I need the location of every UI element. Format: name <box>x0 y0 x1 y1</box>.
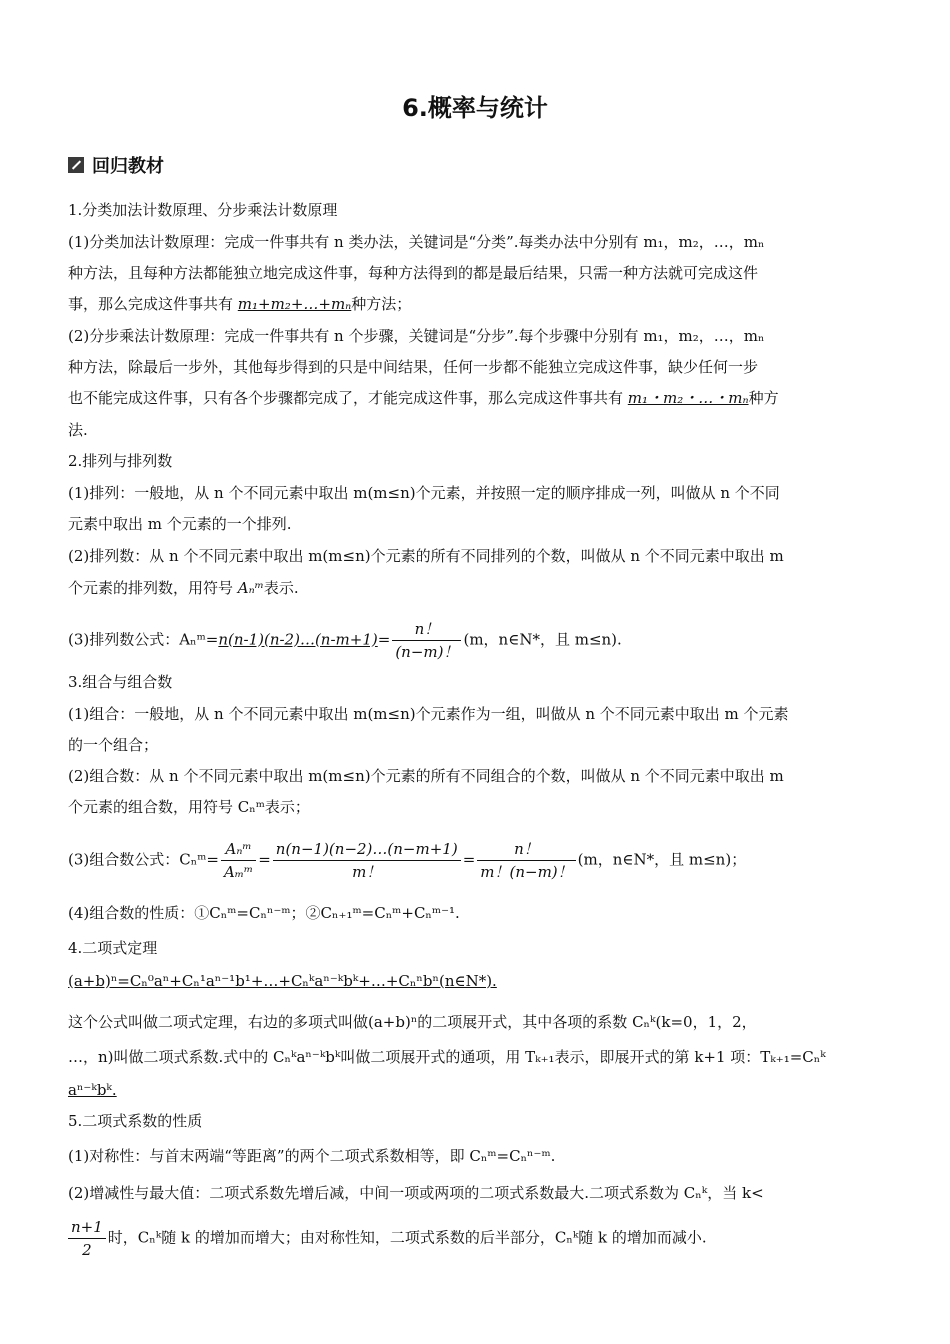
text-line: 这个公式叫做二项式定理，右边的多项式叫做(a+b)ⁿ的二项展开式，其中各项的系数 Cₙᵏ(k=0，1，2， <box>68 1013 757 1031</box>
answer-underline: m₁・m₂・…・mₙ <box>627 389 749 407</box>
fraction <box>477 838 575 883</box>
text-line: (a+b)ⁿ=Cₙ⁰aⁿ+Cₙ¹aⁿ⁻¹b¹+…+Cₙᵏaⁿ⁻ᵏbᵏ+…+Cₙⁿbⁿ(n∈N*). <box>68 972 497 990</box>
answer-underline: m₁+m₂+…+mₙ <box>237 295 352 313</box>
fraction-denominator: (n−m)！ <box>395 643 459 661</box>
text-line: 种方法，且每种方法都能独立地完成这件事，每种方法得到的都是最后结果，只需一种方法就可完成这件 <box>68 264 759 282</box>
text-line: (4)组合数的性质：①Cₙᵐ=Cₙⁿ⁻ᵐ；②Cₙ₊₁ᵐ=Cₙᵐ+Cₙᵐ⁻¹. <box>68 904 460 922</box>
text-line: 的一个组合； <box>68 736 159 754</box>
section-heading <box>68 152 164 178</box>
text-line: (2)组合数：从 n 个不同元素中取出 m(m≤n)个元素的所有不同组合的个数，叫做从 n 个不同元素中取出 m <box>68 767 784 785</box>
fraction-numerator: n+1 <box>68 1216 106 1239</box>
text-line: 个元素的组合数，用符号 Cₙᵐ表示； <box>68 798 310 816</box>
text-span: 种方法； <box>351 295 412 313</box>
text-line: 5.二项式系数的性质 <box>68 1112 203 1130</box>
fraction-denominator: m！ <box>352 863 382 881</box>
text-line <box>68 388 883 408</box>
text-line: (1)排列：一般地，从 n 个不同元素中取出 m(m≤n)个元素，并按照一定的顺序排成一列，叫做从 n 个不同 <box>68 484 780 502</box>
fraction <box>68 1216 106 1261</box>
text-line: 种方法，除最后一步外，其他每步得到的只是中间结果，任何一步都不能独立完成这件事，缺少任何一步 <box>68 358 759 376</box>
text-line <box>68 1216 883 1261</box>
text-line: 4.二项式定理 <box>68 939 158 957</box>
fraction-denominator: m！(n−m)！ <box>480 863 573 881</box>
fraction-numerator: n(n−1)(n−2)…(n−m+1) <box>273 838 461 861</box>
text-span: 时，Cₙᵏ随 k 的增加而增大；由对称性知，二项式系数的后半部分，Cₙᵏ随 k 的增加而减小. <box>107 1228 707 1247</box>
text-line: 2.排列与排列数 <box>68 452 173 470</box>
fraction <box>273 838 461 883</box>
text-line: (1)分类加法计数原理：完成一件事共有 n 类办法，关键词是“分类”.每类办法中分别有 m₁，m₂，…，mₙ <box>68 233 765 251</box>
text-line <box>68 578 883 598</box>
fraction <box>221 838 256 883</box>
text-line: (2)增减性与最大值：二项式系数先增后减，中间一项或两项的二项式系数最大.二项式系数为 Cₙᵏ，当 k< <box>68 1184 764 1202</box>
edit-icon <box>68 157 84 173</box>
text-line: (1)组合：一般地，从 n 个不同元素中取出 m(m≤n)个元素作为一组，叫做从 n 个不同元素中取出 m 个元素 <box>68 705 789 723</box>
text-line: (2)分步乘法计数原理：完成一件事共有 n 个步骤，关键词是“分步”.每个步骤中分别有 m₁，m₂，…，mₙ <box>68 327 765 345</box>
text-line: 法. <box>68 421 88 439</box>
fraction <box>392 618 461 663</box>
text-span: (m，n∈N*，且 m≤n)； <box>577 850 747 869</box>
text-span: 表示. <box>263 579 299 597</box>
text-span: (3)排列数公式：Aₙᵐ= <box>68 630 219 649</box>
text-line: aⁿ⁻ᵏbᵏ. <box>68 1081 117 1099</box>
text-span: 也不能完成这件事，只有各个步骤都完成了，才能完成这件事，那么完成这件事共有 <box>68 389 628 407</box>
text-span: 种方 <box>748 389 779 407</box>
section-heading-label: 回归教材 <box>92 156 164 177</box>
page-title: 6.概率与统计 <box>402 94 548 122</box>
fraction-denominator: Aₘᵐ <box>223 863 254 881</box>
text-line: …，n)叫做二项式系数.式中的 Cₙᵏaⁿ⁻ᵏbᵏ叫做二项展开式的通项，用 Tₖ₊₁表示，即展开式的第 k+1 项：Tₖ₊₁=Cₙᵏ <box>68 1048 826 1066</box>
text-span: (3)组合数公式：Cₙᵐ= <box>68 850 219 869</box>
fraction-numerator: n！ <box>477 838 575 861</box>
text-line <box>68 294 883 314</box>
formula: Aₙᵐ <box>237 579 264 597</box>
text-span: 事，那么完成这件事共有 <box>68 295 238 313</box>
text-line: (3)组合数公式：Cₙᵐ= $\frac{\text{Aₙᵐ}}{\text{Aₘᵐ}}$ = $\frac{n(n-1)(n-2)\dots(n-m+1)}{m!}$ = $\frac{n!}{m!(n-m)!}$ (m，n∈N*，且 m≤n)； <box>68 840 747 881</box>
text-line: 1.分类加法计数原理、分步乘法计数原理 <box>68 201 338 219</box>
fraction-numerator: n！ <box>392 618 461 641</box>
text-line: (1)对称性：与首末两端“等距离”的两个二项式系数相等，即 Cₙᵐ=Cₙⁿ⁻ᵐ. <box>68 1147 556 1165</box>
fraction-numerator: Aₙᵐ <box>221 838 256 861</box>
text-span: 个元素的排列数，用符号 <box>68 579 238 597</box>
text-line: (2)排列数：从 n 个不同元素中取出 m(m≤n)个元素的所有不同排列的个数，叫做从 n 个不同元素中取出 m <box>68 547 784 565</box>
fraction-denominator: 2 <box>82 1241 92 1259</box>
text-span: (m，n∈N*，且 m≤n). <box>463 630 622 649</box>
text-line: 3.组合与组合数 <box>68 673 173 691</box>
text-line: 元素中取出 m 个元素的一个排列. <box>68 515 292 533</box>
answer-underline: n(n-1)(n-2)…(n-m+1) <box>218 630 378 649</box>
text-line: (3)排列数公式：Aₙᵐ=n(n-1)(n-2)…(n-m+1)= $\frac{n!}{(n-m)!}$ (m，n∈N*，且 m≤n). <box>68 620 622 661</box>
